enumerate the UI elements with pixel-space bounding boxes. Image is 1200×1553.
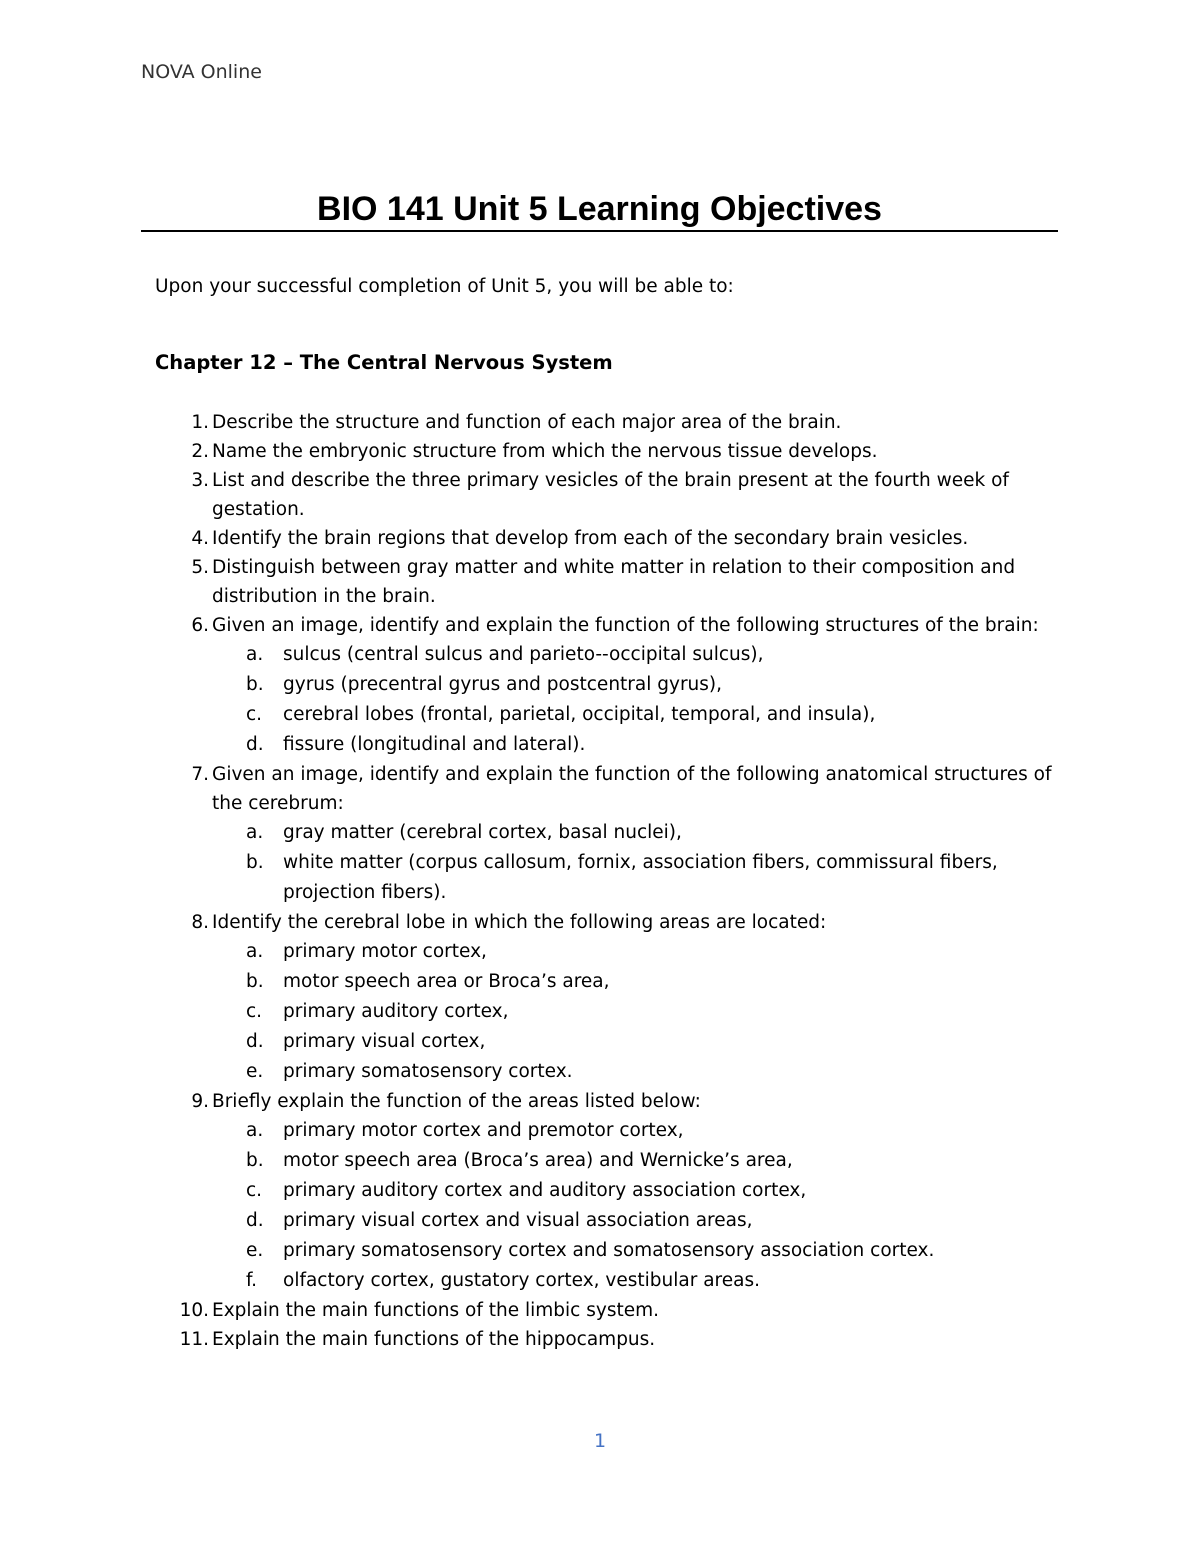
sub-objective-text: motor speech area (Broca’s area) and Wernicke’s area, [283,1150,793,1171]
objective-number: 9. [191,1091,209,1112]
sub-objective-item [212,848,1055,908]
sub-objective-text: primary somatosensory cortex and somatosensory association cortex. [283,1240,935,1261]
objective-text: Describe the structure and function of each major area of the brain. [212,412,842,433]
sub-objective-item [212,1206,1055,1236]
sub-objective-text: primary visual cortex and visual association areas, [283,1210,753,1231]
sub-objective-item [212,1027,1055,1057]
objective-item [155,553,1055,611]
objective-number: 3. [191,470,209,491]
objective-number: 11. [179,1329,209,1350]
sub-objective-letter: c. [246,704,263,725]
objective-text: Distinguish between gray matter and white matter in relation to their composition and distribution in the brain. [212,557,1016,607]
sub-objective-letter: c. [246,1001,263,1022]
objective-item [155,1087,1055,1296]
objective-number: 6. [191,615,209,636]
sub-objective-item [212,997,1055,1027]
sub-objective-item [212,1057,1055,1087]
sub-objective-letter: d. [246,1210,264,1231]
objectives-list [155,408,1055,1354]
objective-text: Given an image, identify and explain the function of the following structures of the brain: [212,615,1039,636]
sub-objective-text: primary somatosensory cortex. [283,1061,573,1082]
sub-objective-item [212,640,1055,670]
objective-text: Explain the main functions of the limbic system. [212,1300,659,1321]
sub-objective-text: primary auditory cortex and auditory association cortex, [283,1180,807,1201]
objective-item [155,524,1055,553]
sub-objective-text: primary motor cortex and premotor cortex, [283,1120,684,1141]
sub-objective-text: primary auditory cortex, [283,1001,509,1022]
sub-objective-letter: d. [246,1031,264,1052]
title-underline [141,230,1058,232]
sub-objective-letter: f. [246,1270,258,1291]
sub-objective-item [212,818,1055,848]
sub-objective-item [212,1236,1055,1266]
objective-text: Identify the brain regions that develop from each of the secondary brain vesicles. [212,528,969,549]
sub-objective-letter: b. [246,674,264,695]
sub-objective-letter: c. [246,1180,263,1201]
objective-item [155,1325,1055,1354]
objective-number: 2. [191,441,209,462]
sub-objectives-list [212,1116,1055,1296]
sub-objective-text: gray matter (cerebral cortex, basal nuclei), [283,822,682,843]
objective-number: 7. [191,764,209,785]
sub-objective-text: primary visual cortex, [283,1031,486,1052]
page-number: 1 [593,1430,607,1452]
sub-objective-text: cerebral lobes (frontal, parietal, occipital, temporal, and insula), [283,704,876,725]
sub-objective-item [212,1176,1055,1206]
objective-number: 8. [191,912,209,933]
sub-objective-item [212,670,1055,700]
document-title: BIO 141 Unit 5 Learning Objectives [317,190,882,228]
sub-objective-letter: d. [246,734,264,755]
sub-objectives-list [212,937,1055,1087]
objective-number: 4. [191,528,209,549]
sub-objective-item [212,1146,1055,1176]
objective-item [155,466,1055,524]
sub-objective-item [212,937,1055,967]
document-header: NOVA Online [141,61,262,83]
sub-objective-letter: b. [246,1150,264,1171]
sub-objective-letter: a. [246,822,264,843]
objective-item [155,908,1055,1087]
sub-objective-text: olfactory cortex, gustatory cortex, vestibular areas. [283,1270,760,1291]
sub-objective-text: sulcus (central sulcus and parieto--occipital sulcus), [283,644,764,665]
intro-text: Upon your successful completion of Unit 5, you will be able to: [155,276,734,297]
sub-objective-item [212,700,1055,730]
objective-item [155,408,1055,437]
sub-objectives-list [212,818,1055,908]
objective-item [155,760,1055,908]
sub-objective-text: fissure (longitudinal and lateral). [283,734,586,755]
objective-text: List and describe the three primary vesicles of the brain present at the fourth week of gestation. [212,470,1009,520]
objective-text: Given an image, identify and explain the function of the following anatomical structures of the cerebrum: [212,764,1052,814]
sub-objectives-list [212,640,1055,760]
objective-text: Identify the cerebral lobe in which the following areas are located: [212,912,827,933]
objective-text: Explain the main functions of the hippocampus. [212,1329,656,1350]
objective-number: 5. [191,557,209,578]
objective-text: Briefly explain the function of the areas listed below: [212,1091,701,1112]
sub-objective-text: gyrus (precentral gyrus and postcentral gyrus), [283,674,723,695]
sub-objective-letter: e. [246,1240,264,1261]
sub-objective-text: white matter (corpus callosum, fornix, association fibers, commissural fibers, projection fibers). [283,852,998,903]
objective-text: Name the embryonic structure from which the nervous tissue develops. [212,441,878,462]
chapter-heading: Chapter 12 – The Central Nervous System [155,351,613,374]
sub-objective-item [212,730,1055,760]
sub-objective-item [212,967,1055,997]
sub-objective-item [212,1266,1055,1296]
sub-objective-letter: a. [246,644,264,665]
sub-objective-letter: a. [246,941,264,962]
objective-number: 1. [191,412,209,433]
sub-objective-text: primary motor cortex, [283,941,487,962]
sub-objective-letter: a. [246,1120,264,1141]
sub-objective-item [212,1116,1055,1146]
objective-number: 10. [179,1300,209,1321]
sub-objective-letter: b. [246,971,264,992]
objective-item [155,611,1055,760]
objective-item [155,437,1055,466]
sub-objective-letter: e. [246,1061,264,1082]
sub-objective-letter: b. [246,852,264,873]
objective-item [155,1296,1055,1325]
sub-objective-text: motor speech area or Broca’s area, [283,971,610,992]
